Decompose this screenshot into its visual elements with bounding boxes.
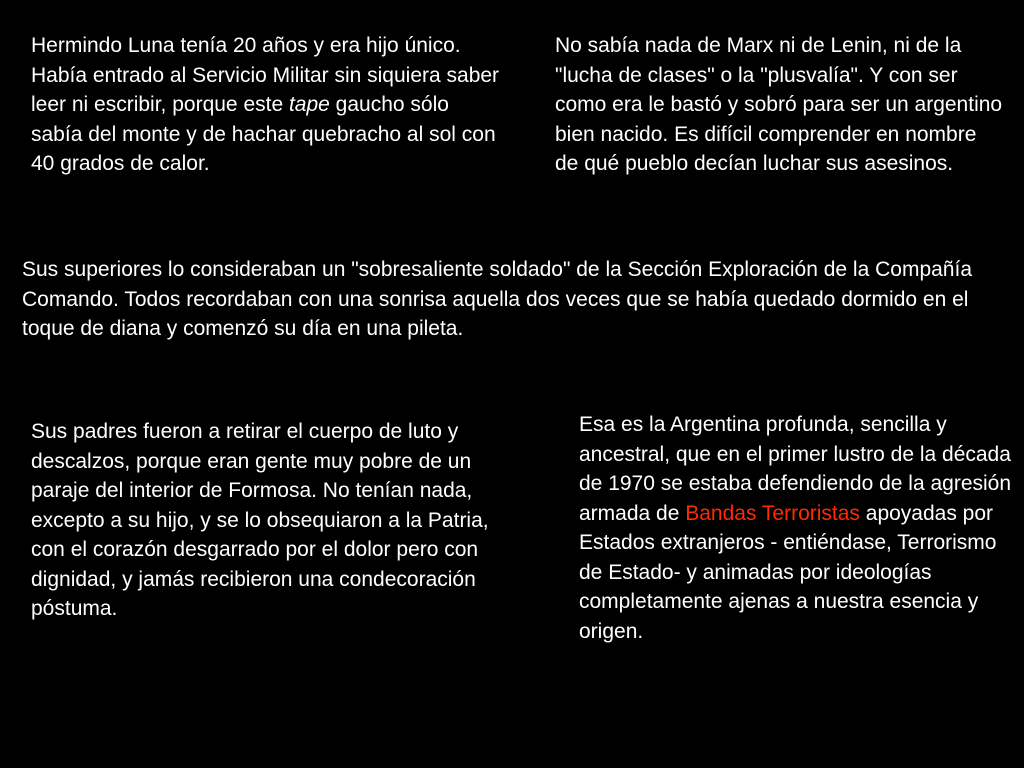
paragraph-text: gaucho sólo sabía del monte y de hachar quebracho al sol con 40 grados de calor.	[31, 93, 496, 175]
paragraph-superiores	[22, 255, 1012, 344]
paragraph-text: apoyadas por Estados extranjeros - entiéndase, Terrorismo de Estado- y animadas por ideologías completamente ajenas a nuestra esencia y origen.	[579, 501, 997, 643]
paragraph-hermindo-luna	[31, 31, 501, 179]
paragraph-text: Sus superiores lo consideraban un "sobresaliente soldado" de la Sección Exploración de la Compañía Comando. Todos recordaban con una sonrisa aquella dos veces que se había quedado dormido en el toque de diana y comenzó su día en una pileta.	[22, 258, 972, 340]
paragraph-marx-lenin	[555, 31, 1005, 179]
paragraph-text: No sabía nada de Marx ni de Lenin, ni de la "lucha de clases" o la "plusvalía". Y con ser como era le bastó y sobró para ser un argentino bien nacido. Es difícil comprender en nombre de qué pueblo decían luchar sus asesinos.	[555, 34, 1003, 175]
paragraph-padres	[31, 417, 496, 624]
paragraph-argentina-profunda	[579, 410, 1019, 646]
paragraph-text: Esa es la Argentina profunda, sencilla y ancestral, que en el primer lustro de la década de 1970 se estaba defendiendo de la agresión armada de	[579, 413, 1012, 525]
highlighted-phrase: Bandas Terroristas	[685, 501, 860, 525]
paragraph-text: Hermindo Luna tenía 20 años y era hijo único. Había entrado al Servicio Militar sin siquiera saber leer ni escribir, porque este	[31, 34, 500, 116]
italic-word: tape	[288, 93, 330, 116]
paragraph-text: Sus padres fueron a retirar el cuerpo de luto y descalzos, porque eran gente muy pobre de un paraje del interior de Formosa. No tenían nada, excepto a su hijo, y se lo obsequiaron a la Patria, con el corazón desgarrado por el dolor pero con dignidad, y jamás recibieron una condecoración póstuma.	[31, 420, 489, 620]
